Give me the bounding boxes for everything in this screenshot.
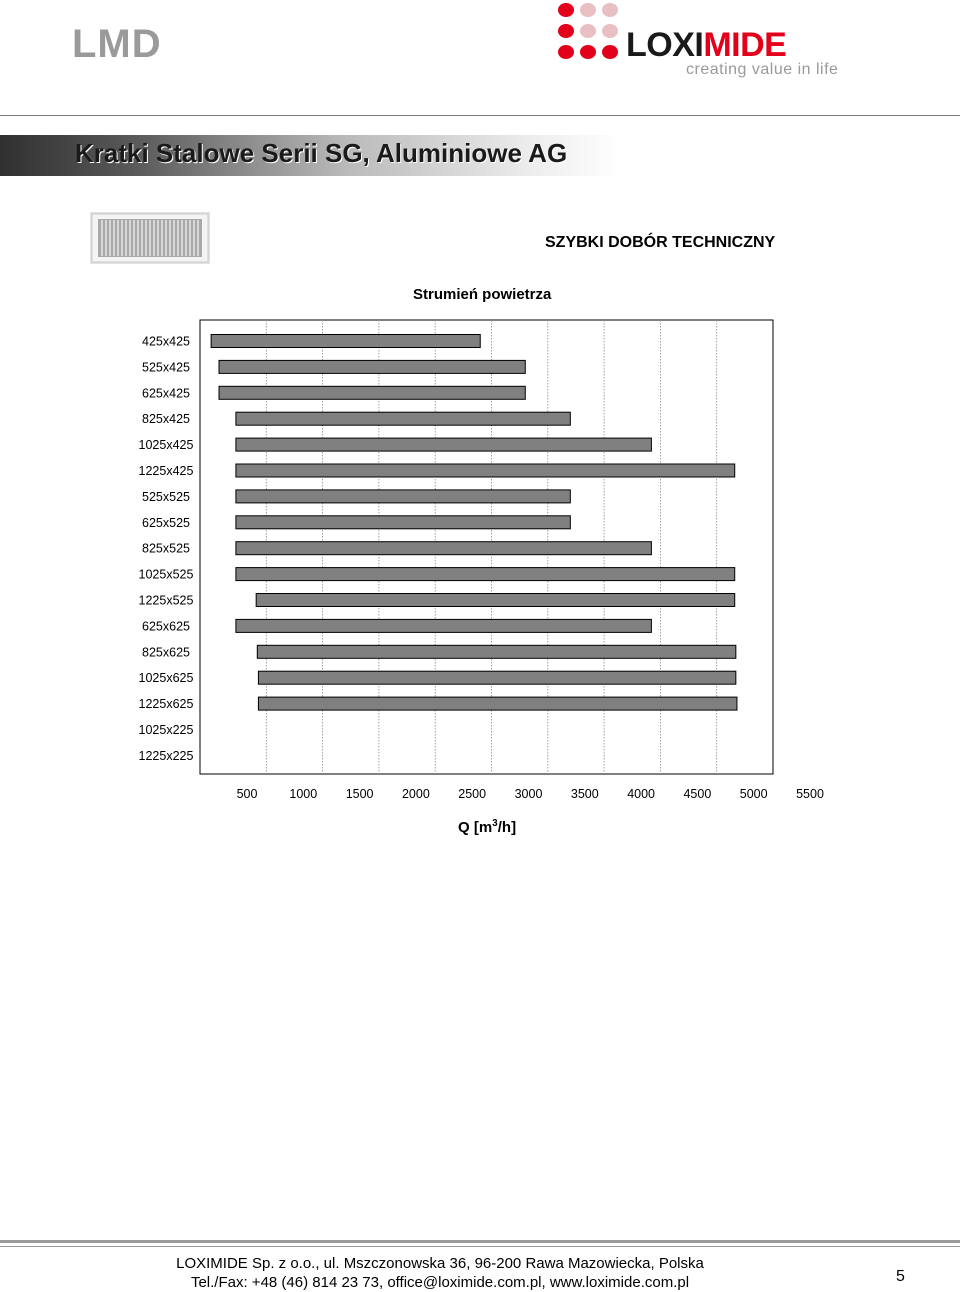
- y-tick-label: 825x625: [142, 645, 190, 660]
- y-tick-label: 1025x625: [138, 671, 194, 686]
- x-tick-label: 5000: [739, 787, 768, 801]
- x-tick-label: 1500: [345, 787, 374, 801]
- footer-divider-thick: [0, 1240, 960, 1243]
- y-tick-label: 525x525: [142, 489, 190, 504]
- x-tick-label: 2500: [458, 787, 487, 801]
- brand-lmd: LMD: [72, 22, 162, 66]
- y-tick-label: 1025x525: [138, 567, 194, 582]
- y-tick-label: 825x525: [142, 541, 190, 556]
- footer-contact: Tel./Fax: +48 (46) 814 23 73, office@loximide.com.pl, www.loximide.com.pl: [190, 1274, 690, 1291]
- x-tick-label: 500: [236, 787, 258, 801]
- x-axis-label-prefix: Q [m: [458, 819, 493, 836]
- logo-part1: LOXI: [626, 26, 704, 64]
- x-tick-label: 5500: [796, 787, 824, 801]
- range-bar: [236, 619, 651, 632]
- range-bar: [219, 360, 525, 373]
- x-tick-label: 4000: [627, 787, 656, 801]
- y-tick-label: 625x425: [142, 386, 190, 401]
- range-bar: [236, 568, 735, 581]
- y-tick-label: 1225x425: [138, 464, 194, 478]
- y-tick-label: 425x425: [142, 334, 190, 349]
- x-axis-label: [458, 818, 516, 836]
- x-axis-label-sup: 3: [492, 818, 498, 829]
- y-tick-label: 1225x225: [138, 748, 194, 763]
- y-tick-label: 625x525: [142, 515, 190, 530]
- range-bar: [258, 697, 737, 710]
- range-bar: [236, 516, 570, 529]
- range-bar: [236, 490, 570, 503]
- x-tick-label: 2000: [401, 787, 430, 801]
- range-bar: [236, 438, 651, 451]
- page-title: Kratki Stalowe Serii SG, Aluminiowe AG: [75, 138, 568, 168]
- range-bar: [257, 645, 736, 658]
- y-tick-label: 625x625: [142, 619, 190, 634]
- tagline: creating value in life: [686, 61, 839, 78]
- range-bar: [219, 386, 525, 399]
- x-axis-label-suffix: /h]: [497, 819, 517, 836]
- x-tick-label: 1000: [289, 787, 318, 801]
- y-tick-label: 525x425: [142, 360, 190, 375]
- range-bar: [236, 464, 735, 477]
- y-tick-label: 1225x625: [138, 697, 194, 712]
- logo-part2: MIDE: [703, 26, 787, 64]
- y-tick-label: 1025x425: [138, 438, 194, 453]
- range-bar: [256, 594, 735, 607]
- x-tick-label: 4500: [683, 787, 712, 801]
- chart-title: Strumień powietrza: [413, 286, 552, 303]
- y-tick-label: 1025x225: [138, 723, 194, 737]
- y-tick-label: 825x425: [142, 412, 190, 427]
- footer-address: LOXIMIDE Sp. z o.o., ul. Mszczonowska 36, 96-200 Rawa Mazowiecka, Polska: [176, 1255, 704, 1272]
- x-tick-label: 3000: [514, 787, 543, 801]
- quick-selection-heading: SZYBKI DOBÓR TECHNICZNY: [545, 234, 776, 251]
- page-number: 5: [896, 1268, 905, 1285]
- range-bar: [258, 671, 735, 684]
- footer-divider-thin: [0, 1246, 960, 1247]
- range-bar: [236, 412, 570, 425]
- y-tick-label: 1225x525: [138, 593, 194, 608]
- range-bar: [211, 335, 480, 348]
- x-tick-label: 3500: [570, 787, 599, 801]
- range-bar: [236, 542, 651, 555]
